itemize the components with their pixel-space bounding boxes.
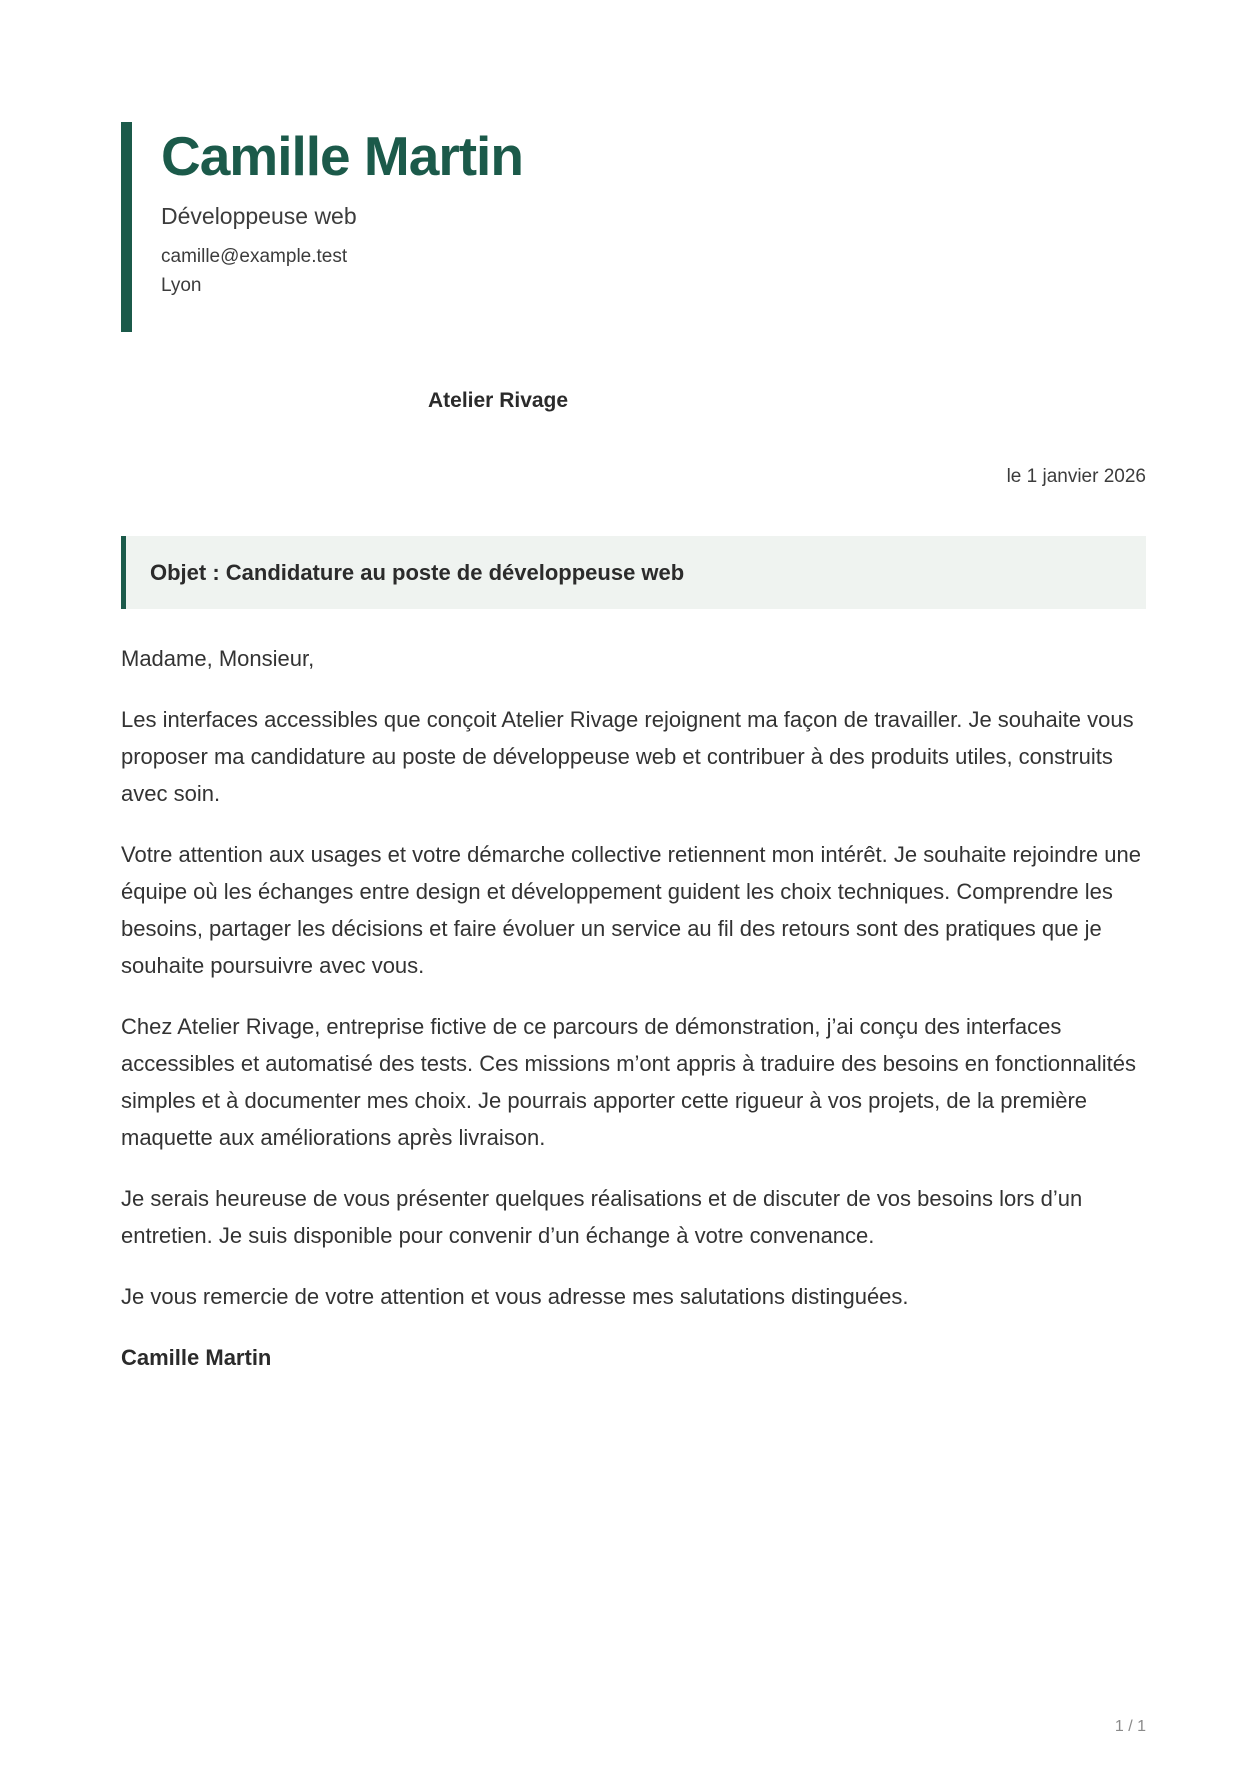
subject-box	[121, 536, 1146, 609]
sender-email: camille@example.test	[161, 246, 348, 267]
closing-paragraph: Je vous remercie de votre attention et vous adresse mes salutations distinguées.	[121, 1284, 909, 1309]
paragraph-3: Chez Atelier Rivage, entreprise fictive de ce parcours de démonstration, j’ai conçu des interfaces accessibles et automatisé des tests. Ces missions m’ont appris à traduire des besoins en fonctionnalités simples et à documenter mes choix. Je pourrais apporter cette rigueur à vos projets, de la première maquette aux améliorations après livraison.	[121, 1014, 1136, 1150]
signature: Camille Martin	[121, 1345, 272, 1370]
page-number: 1 / 1	[1114, 1718, 1146, 1735]
paragraph-1: Les interfaces accessibles que conçoit Atelier Rivage rejoignent ma façon de travailler. Je souhaite vous proposer ma candidature au poste de développeuse web et contribuer à des produits utiles, construits avec soin.	[121, 707, 1134, 806]
paragraph-4: Je serais heureuse de vous présenter quelques réalisations et de discuter de vos besoins lors d’un entretien. Je suis disponible pour convenir d’un échange à votre convenance.	[121, 1186, 1083, 1248]
greeting: Madame, Monsieur,	[121, 646, 315, 671]
recipient-name: Atelier Rivage	[428, 389, 569, 412]
sender-name: Camille Martin	[161, 125, 523, 187]
letter-date: le 1 janvier 2026	[1006, 466, 1146, 487]
paragraph-2: Votre attention aux usages et votre démarche collective retiennent mon intérêt. Je souhaite rejoindre une équipe où les échanges entre design et développement guident les choix techniques. Comprendre les besoins, partager les décisions et faire évoluer un service au fil des retours sont des pratiques que je souhaite poursuivre avec vous.	[121, 842, 1141, 978]
sender-job-title: Développeuse web	[161, 203, 357, 229]
subject-line: Objet : Candidature au poste de développeuse web	[150, 559, 685, 585]
sender-header	[121, 122, 821, 332]
letter-body	[121, 640, 1151, 1400]
sender-city: Lyon	[161, 275, 202, 296]
